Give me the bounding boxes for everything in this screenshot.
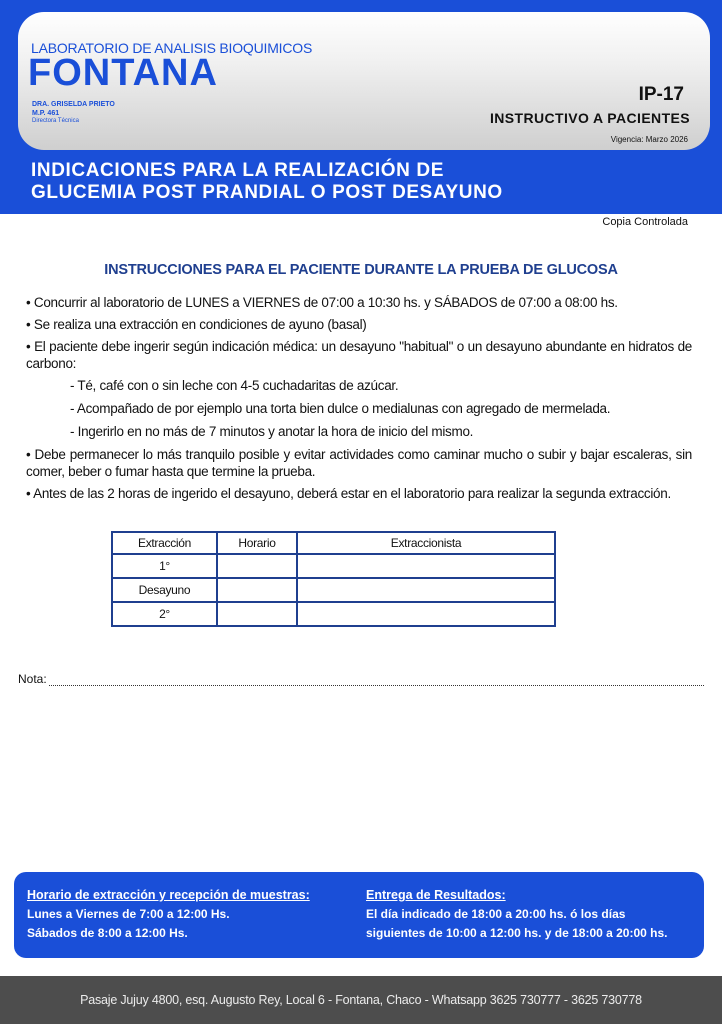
results-delivery <box>366 886 668 943</box>
table-header-row <box>112 532 555 554</box>
schedule-info-box <box>14 872 704 958</box>
director-name: DRA. GRISELDA PRIETO <box>32 101 115 108</box>
instruction-subitem: - Té, café con o sin leche con 4-5 cuchadaritas de azúcar. <box>70 378 399 393</box>
results-delivery-line-2: siguientes de 10:00 a 12:00 hs. y de 18:00 a 20:00 hs. <box>366 926 668 940</box>
extraction-hours-weekdays: Lunes a Viernes de 7:00 a 12:00 Hs. <box>27 907 230 921</box>
director-license: M.P. 461 <box>32 110 60 118</box>
table-row <box>112 602 555 626</box>
table-cell[interactable] <box>297 578 555 602</box>
director-info <box>32 100 115 126</box>
document-code: IP-17 <box>638 84 684 105</box>
instruction-item: • El paciente debe ingerir según indicación médica: un desayuno "habitual" o un desayuno abundante en hidratos de carbono: <box>26 339 692 371</box>
table-cell[interactable] <box>217 554 297 578</box>
director-role: Directora Técnica <box>32 118 79 125</box>
note-label: Nota: <box>18 672 47 686</box>
extraction-hours-heading: Horario de extracción y recepción de muestras: <box>27 888 310 902</box>
column-header-extraccionista: Extraccionista <box>297 532 555 554</box>
table-row <box>112 578 555 602</box>
address-footer: Pasaje Jujuy 4800, esq. Augusto Rey, Local 6 - Fontana, Chaco - Whatsapp 3625 730777 - 3625 730778 <box>0 976 722 1024</box>
title-line-2: GLUCEMIA POST PRANDIAL O POST DESAYUNO <box>31 181 503 203</box>
instruction-subitem: - Ingerirlo en no más de 7 minutos y anotar la hora de inicio del mismo. <box>70 424 474 439</box>
instruction-subitem: - Acompañado de por ejemplo una torta bien dulce o medialunas con agregado de mermelada. <box>70 401 611 416</box>
results-delivery-line-1: El día indicado de 18:00 a 20:00 hs. ó los días <box>366 907 626 921</box>
table-row <box>112 554 555 578</box>
section-subtitle: INSTRUCCIONES PARA EL PACIENTE DURANTE LA PRUEBA DE GLUCOSA <box>104 262 618 278</box>
instruction-item: • Antes de las 2 horas de ingerido el desayuno, deberá estar en el laboratorio para realizar la segunda extracción. <box>26 486 671 501</box>
table-cell[interactable] <box>297 602 555 626</box>
table-cell: 2° <box>112 602 217 626</box>
validity-date: Vigencia: Marzo 2026 <box>610 135 688 144</box>
title-line-1: INDICACIONES PARA LA REALIZACIÓN DE <box>31 160 444 181</box>
controlled-copy-label: Copia Controlada <box>602 216 688 228</box>
brand-logo-text: FONTANA <box>28 52 218 94</box>
table-cell[interactable] <box>217 602 297 626</box>
extraction-hours-saturday: Sábados de 8:00 a 12:00 Hs. <box>27 926 188 940</box>
instruction-item: • Debe permanecer lo más tranquilo posible y evitar actividades como caminar mucho o subir y bajar escaleras, sin comer, beber o fumar hasta que termine la prueba. <box>26 447 692 479</box>
table-cell[interactable] <box>297 554 555 578</box>
extraction-hours <box>27 886 310 943</box>
results-delivery-heading: Entrega de Resultados: <box>366 888 506 902</box>
page-title <box>31 160 503 204</box>
document-type: INSTRUCTIVO A PACIENTES <box>489 110 690 126</box>
instructions-list <box>26 294 692 507</box>
column-header-horario: Horario <box>217 532 297 554</box>
note-dotted-line <box>49 676 704 686</box>
note-field[interactable] <box>18 672 704 686</box>
instruction-item: • Concurrir al laboratorio de LUNES a VIERNES de 07:00 a 10:30 hs. y SÁBADOS de 07:00 a 08:00 hs. <box>26 295 618 310</box>
extraction-table <box>111 531 556 627</box>
table-cell[interactable] <box>217 578 297 602</box>
table-cell: 1° <box>112 554 217 578</box>
lab-name: LABORATORIO DE ANALISIS BIOQUIMICOS <box>31 40 313 56</box>
table-cell: Desayuno <box>112 578 217 602</box>
instruction-item: • Se realiza una extracción en condiciones de ayuno (basal) <box>26 317 367 332</box>
column-header-extraccion: Extracción <box>112 532 217 554</box>
